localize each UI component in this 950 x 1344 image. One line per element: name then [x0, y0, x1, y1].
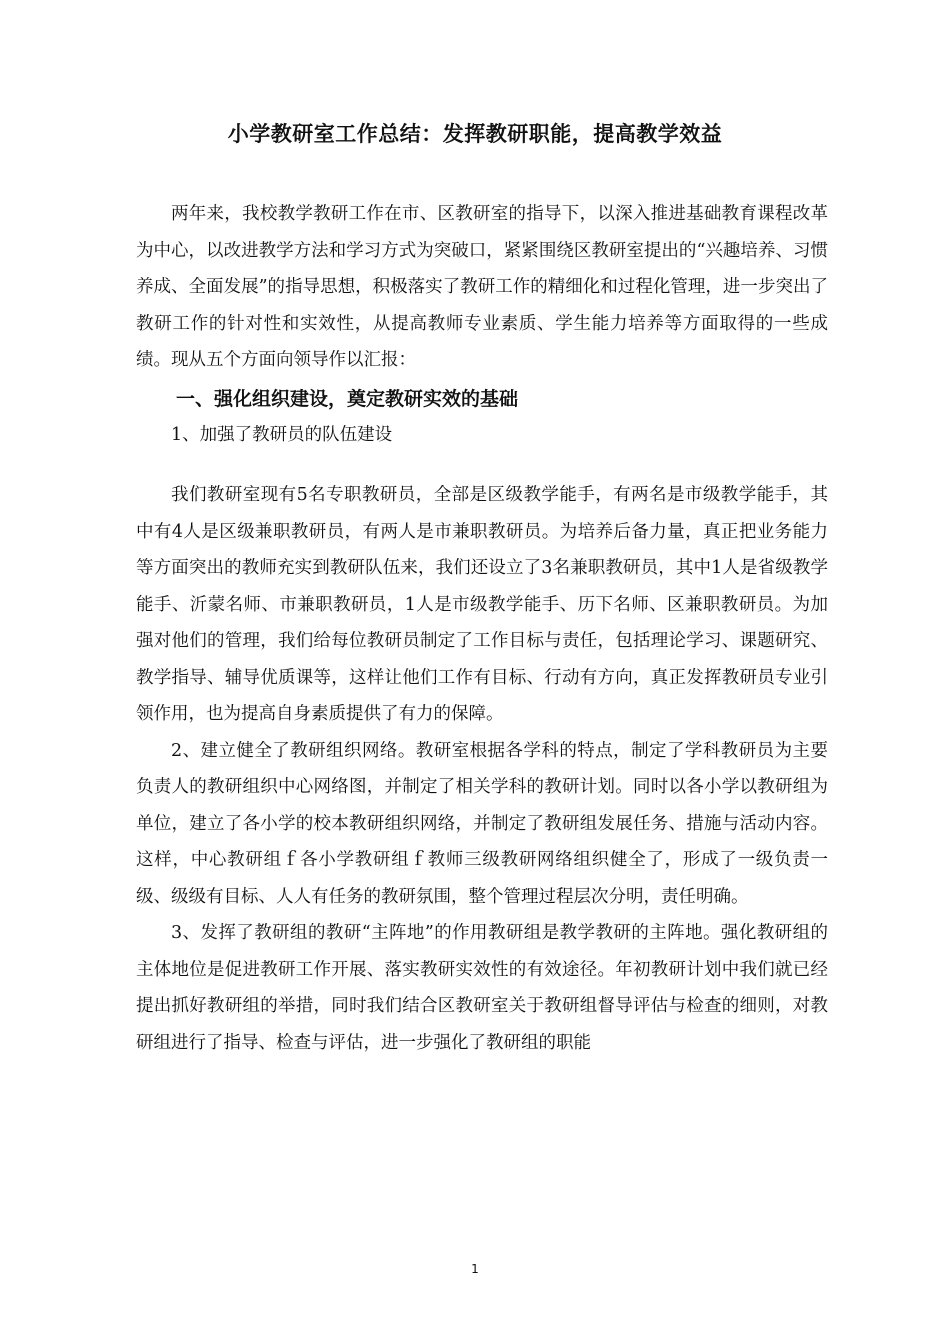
item-2-paragraph: 2、建立健全了教研组织网络。教研室根据各学科的特点，制定了学科教研员为主要负责人的教研组织中心网络图，并制定了相关学科的教研计划。同时以各小学以教研组为单位，建立了各小学的校本教研组织网络，并制定了教研组发展任务、措施与活动内容。这样，中心教研组ｆ各小学教研组ｆ教师三级教研网络组织健全了，形成了一级负责一级、级级有目标、人人有任务的教研氛围，整个管理过程层次分明，责任明确。	[136, 740, 828, 907]
item-1-heading: 1、加强了教研员的队伍建设	[171, 424, 393, 445]
page-number: 1	[471, 1262, 479, 1276]
intro-paragraph: 两年来，我校教学教研工作在市、区教研室的指导下，以深入推进基础教育课程改革为中心，以改进教学方法和学习方式为突破口，紧紧围绕区教研室提出的“兴趣培养、习惯养成、全面发展”的指导思想，积极落实了教研工作的精细化和过程化管理，进一步突出了教研工作的针对性和实效性，从提高教师专业素质、学生能力培养等方面取得的一些成绩。现从五个方面向领导作以汇报：	[136, 204, 828, 370]
item-3-paragraph: 3、发挥了教研组的教研“主阵地”的作用教研组是教学教研的主阵地。强化教研组的主体地位是促进教研工作开展、落实教研实效性的有效途径。年初教研计划中我们就已经提出抓好教研组的举措，同时我们结合区教研室关于教研组督导评估与检查的细则，对教研组进行了指导、检查与评估，进一步强化了教研组的职能	[136, 923, 828, 1053]
document-title: 小学教研室工作总结：发挥教研职能，提高教学效益	[227, 122, 723, 146]
document-body	[136, 196, 828, 1061]
item-1-paragraph: 我们教研室现有5名专职教研员，全部是区级教学能手，有两名是市级教学能手，其中有4人是区级兼职教研员，有两人是市兼职教研员。为培养后备力量，真正把业务能力等方面突出的教师充实到教研队伍来，我们还设立了3名兼职教研员，其中1人是省级教学能手、沂蒙名师、市兼职教研员，1人是市级教学能手、历下名师、区兼职教研员。为加强对他们的管理，我们给每位教研员制定了工作目标与责任，包括理论学习、课题研究、教学指导、辅导优质课等，这样让他们工作有目标、行动有方向，真正发挥教研员专业引领作用，也为提高自身素质提供了有力的保障。	[136, 485, 828, 724]
section-heading-1: 一、强化组织建设，奠定教研实效的基础	[176, 387, 519, 410]
